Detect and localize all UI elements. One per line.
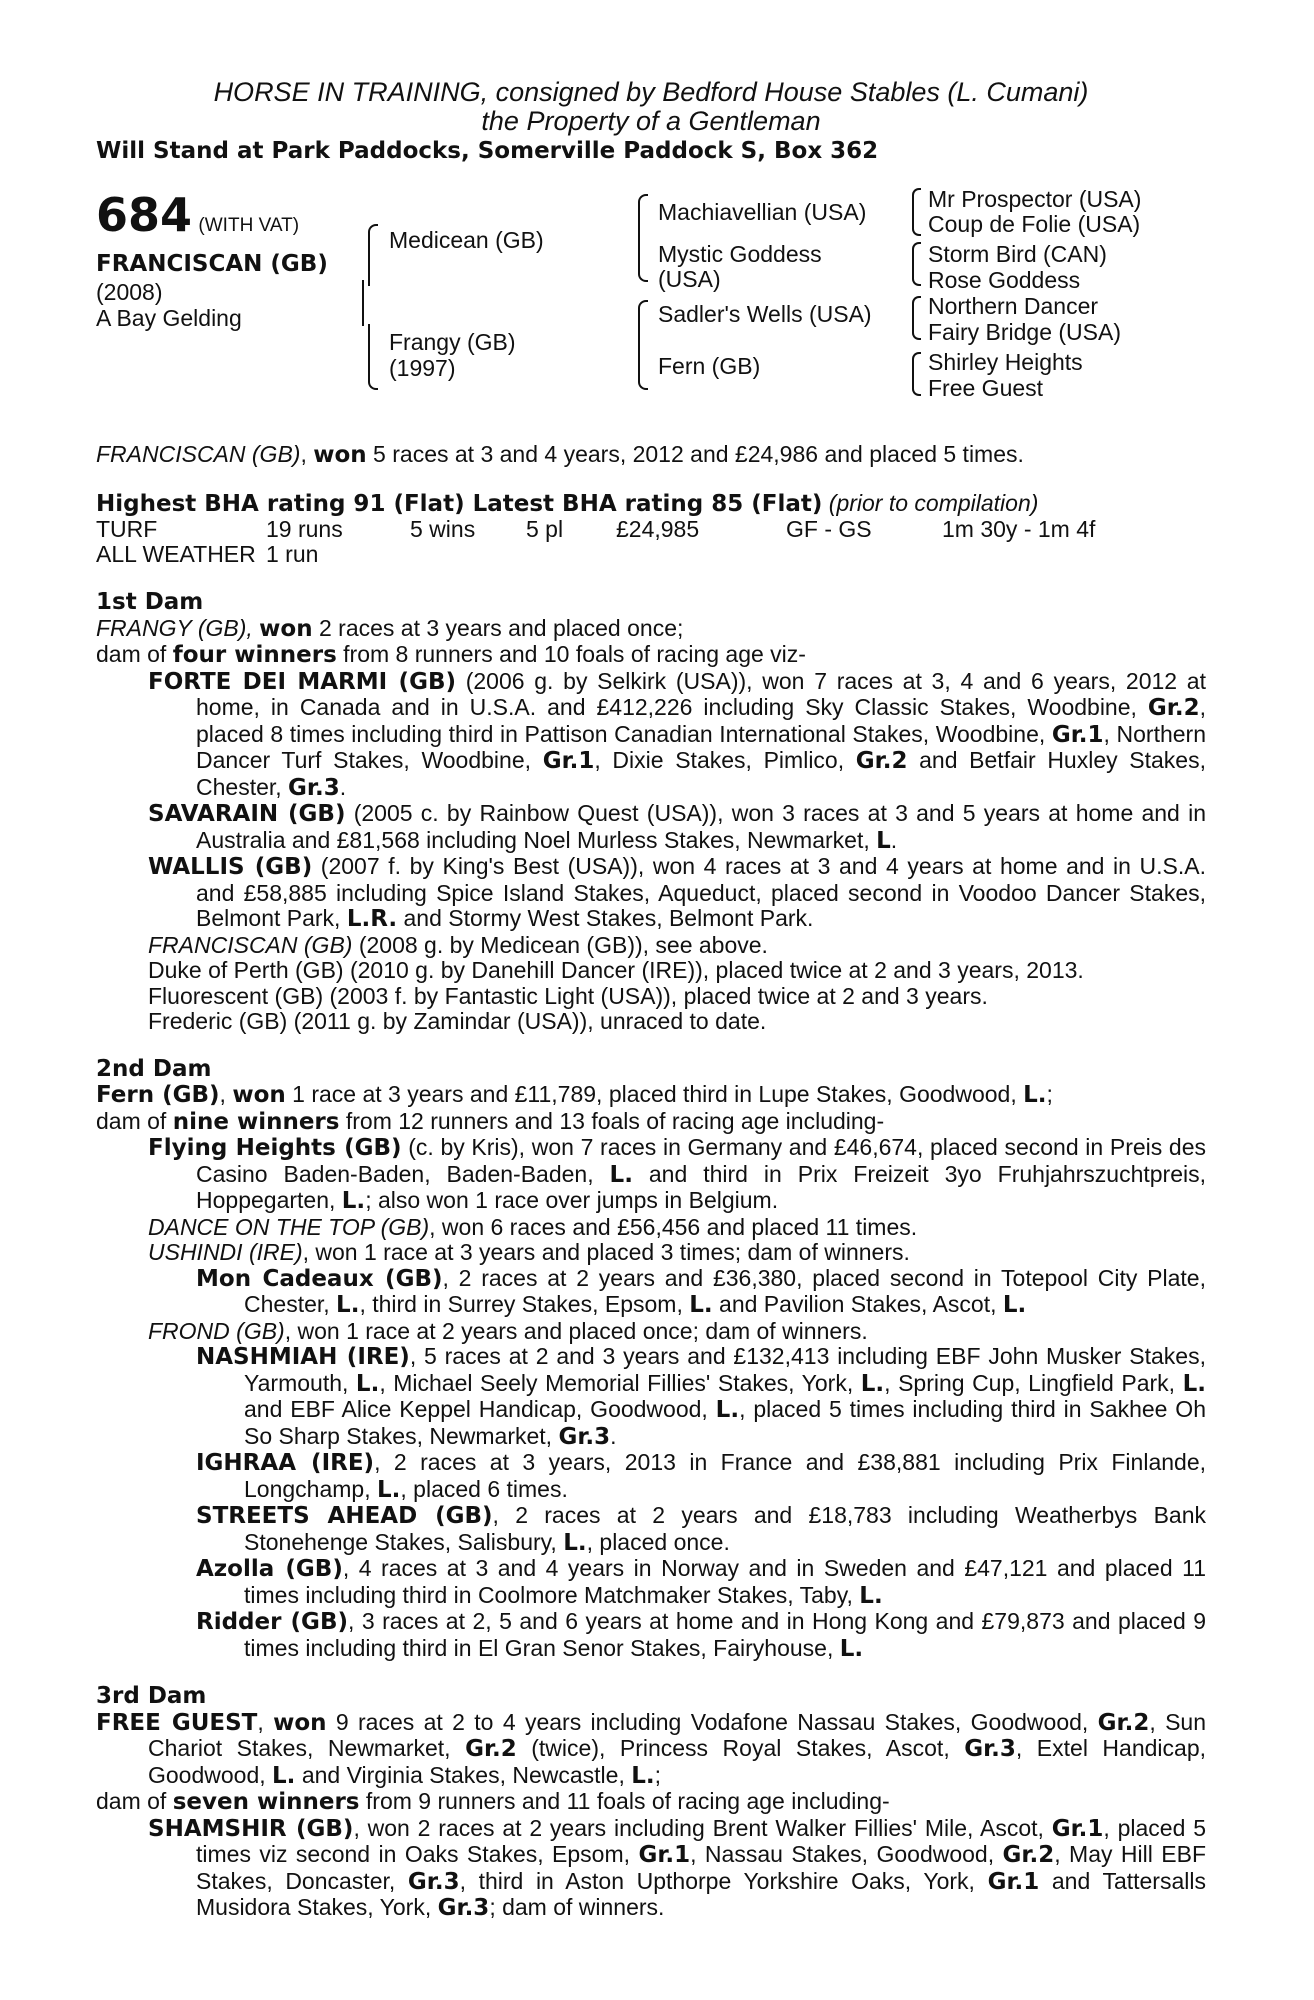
produce-ushindi: USHINDI (IRE), won 1 race at 3 years and placed 3 times; dam of winners. xyxy=(148,1239,910,1265)
first-dam-title: 1st Dam xyxy=(96,589,204,615)
second-dam-title: 2nd Dam xyxy=(96,1055,212,1082)
gen3-dss: Northern Dancer xyxy=(928,293,1099,319)
produce-ridder: Ridder (GB), 3 races at 2, 5 and 6 years at home and in Hong Kong and £79,873 and placed 9 times including third in El Gran Senor Stakes, Fairyhouse, L. xyxy=(196,1608,1206,1662)
produce-ighraa: IGHRAA (IRE), 2 races at 3 years, 2013 in France and £38,881 including Prix Finlande, Longchamp, L., placed 6 times. xyxy=(196,1449,1206,1503)
horse-name: FRANCISCAN (GB) xyxy=(96,251,328,277)
gen3-sds: Storm Bird (CAN) xyxy=(928,241,1107,267)
horse-description: A Bay Gelding xyxy=(96,305,242,331)
location-line: Will Stand at Park Paddocks, Somerville Paddock S, Box 362 xyxy=(96,138,879,164)
brace-dam xyxy=(368,324,378,390)
first-dam-line: FRANGY (GB), won 2 races at 3 years and placed once; xyxy=(96,614,684,642)
third-dam-title: 3rd Dam xyxy=(96,1683,207,1709)
second-dam-produce: dam of nine winners from 12 runners and 13 foals of racing age including- xyxy=(96,1107,885,1135)
produce-mon-cadeaux: Mon Cadeaux (GB), 2 races at 2 years and £36,380, placed second in Totepool City Plate, Chester, L., third in Surrey Stakes, Epsom, L. and Pavilion Stakes, Ascot, L. xyxy=(196,1264,1206,1318)
dam-name: Frangy (GB) xyxy=(389,329,516,355)
horse-year: (2008) xyxy=(96,279,163,305)
produce-duke-of-perth: Duke of Perth (GB) (2010 g. by Danehill Dancer (IRE)), placed twice at 2 and 3 years, 2013. xyxy=(148,957,1084,983)
property-line: the Property of a Gentleman xyxy=(481,106,821,136)
produce-wallis: WALLIS (GB) (2007 f. by King's Best (USA)), won 4 races at 3 and 4 years at home and in U.S.A. and £58,885 including Spice Island Stakes, Aqueduct, placed second in Voodoo Dancer Stakes, Belmont Park, L.R. and Stormy West Stakes, Belmont Park. xyxy=(148,853,1206,932)
vat-note: (WITH VAT) xyxy=(198,215,300,236)
gen3-ddd: Free Guest xyxy=(928,375,1044,401)
gen3-dsd: Fairy Bridge (USA) xyxy=(928,319,1121,345)
sire-name: Medicean (GB) xyxy=(389,227,544,253)
gen3-ssd: Coup de Folie (USA) xyxy=(928,211,1141,237)
brace-gen3-4 xyxy=(912,352,921,396)
gen3-dds: Shirley Heights xyxy=(928,349,1083,375)
rating-line: Highest BHA rating 91 (Flat) Latest BHA rating 85 (Flat) (prior to compilation) xyxy=(96,489,1039,517)
third-dam-line: FREE GUEST, won 9 races at 2 to 4 years including Vodafone Nassau Stakes, Goodwood, Gr.2, Sun Chariot Stakes, Newmarket, Gr.2 (twice), Princess Royal Stakes, Ascot, Gr.3, Extel Handicap, Goodwood, L. and Virginia Stakes, Newcastle, L.; xyxy=(96,1708,1207,1789)
produce-savarain: SAVARAIN (GB) (2005 c. by Rainbow Quest (USA)), won 3 races at 3 and 5 years at home and in Australia and £81,568 including Noel Murless Stakes, Newmarket, L. xyxy=(148,800,1206,854)
produce-nashmiah: NASHMIAH (IRE), 5 races at 2 and 3 years and £132,413 including EBF John Musker Stakes, Yarmouth, L., Michael Seely Memorial Fillies' Stakes, York, L., Spring Cup, Lingfield Park, L. and EBF Alice Keppel Handicap, Goodwood, L., placed 5 times including third in Sakhee Oh So Sharp Stakes, Newmarket, Gr.3. xyxy=(196,1343,1206,1450)
dam-year: (1997) xyxy=(389,355,456,381)
brace-gen3-1 xyxy=(912,188,921,236)
produce-flying-heights: Flying Heights (GB) (c. by Kris), won 7 races in Germany and £46,674, placed second in Preis des Casino Baden-Baden, Baden-Baden, L. and third in Prix Freizeit 3yo Fruhjahrszuchtpreis, Hoppegarten, L.; also won 1 race over jumps in Belgium. xyxy=(148,1134,1207,1214)
gen3-sss: Mr Prospector (USA) xyxy=(928,186,1142,212)
sire-sire: Machiavellian (USA) xyxy=(658,199,867,225)
sire-dam-line2: (USA) xyxy=(658,266,721,292)
third-dam-produce: dam of seven winners from 9 runners and 11 foals of racing age including- xyxy=(96,1788,890,1815)
sire-dam-line1: Mystic Goddess xyxy=(658,241,822,267)
brace-dam-line xyxy=(638,300,648,390)
produce-dance-on-the-top: DANCE ON THE TOP (GB), won 6 races and £56,456 and placed 11 times. xyxy=(148,1213,918,1240)
brace-sire-line xyxy=(638,194,648,282)
career-stats: TURF 19 runs 5 wins 5 pl £24,985 GF - GS 1m 30y - 1m 4f ALL WEATHER 1 run xyxy=(96,516,1096,567)
brace-gen3-2 xyxy=(912,242,921,286)
produce-frond: FROND (GB), won 1 race at 2 years and placed once; dam of winners. xyxy=(148,1317,868,1344)
second-dam-line: Fern (GB), won 1 race at 3 years and £11,789, placed third in Lupe Stakes, Goodwood, L.; xyxy=(96,1081,1053,1108)
lot-number: 684 xyxy=(96,188,193,242)
consignor-line: HORSE IN TRAINING, consigned by Bedford House Stables (L. Cumani) xyxy=(213,77,1089,107)
brace-centre xyxy=(354,280,364,326)
dam-sire: Sadler's Wells (USA) xyxy=(658,301,872,327)
produce-franciscan: FRANCISCAN (GB) (2008 g. by Medicean (GB)), see above. xyxy=(148,931,768,958)
produce-fluorescent: Fluorescent (GB) (2003 f. by Fantastic Light (USA)), placed twice at 2 and 3 years. xyxy=(148,982,988,1009)
brace-sire xyxy=(368,224,378,286)
dam-dam: Fern (GB) xyxy=(658,353,761,379)
produce-frederic: Frederic (GB) (2011 g. by Zamindar (USA)), unraced to date. xyxy=(148,1008,767,1034)
race-record: FRANCISCAN (GB), won 5 races at 3 and 4 years, 2012 and £24,986 and placed 5 times. xyxy=(96,441,1024,468)
produce-forte-dei-marmi: FORTE DEI MARMI (GB) (2006 g. by Selkirk (USA)), won 7 races at 3, 4 and 6 years, 2012 at home, in Canada and in U.S.A. and £412,226 including Sky Classic Stakes, Woodbine, Gr.2, placed 8 times including third in Pattison Canadian International Stakes, Woodbine, Gr.1, Northern Dancer Turf Stakes, Woodbine, Gr.1, Dixie Stakes, Pimlico, Gr.2 and Betfair Huxley Stakes, Chester, Gr.3. xyxy=(148,667,1206,801)
first-dam-produce: dam of four winners from 8 runners and 10 foals of racing age viz- xyxy=(96,641,806,668)
produce-shamshir: SHAMSHIR (GB), won 2 races at 2 years including Brent Walker Fillies' Mile, Ascot, Gr.1, placed 5 times viz second in Oaks Stakes, Epsom, Gr.1, Nassau Stakes, Goodwood, Gr.2, May Hill EBF Stakes, Doncaster, Gr.3, third in Aston Upthorpe Yorkshire Oaks, York, Gr.1 and Tattersalls Musidora Stakes, York, Gr.3; dam of winners. xyxy=(148,1814,1206,1921)
brace-gen3-3 xyxy=(912,296,921,340)
gen3-sdd: Rose Goddess xyxy=(928,267,1081,293)
catalogue-page xyxy=(96,78,1206,1922)
pedigree-table xyxy=(96,184,1206,434)
produce-streets-ahead: STREETS AHEAD (GB), 2 races at 2 years and £18,783 including Weatherbys Bank Stonehenge Stakes, Salisbury, L., placed once. xyxy=(196,1502,1206,1556)
produce-azolla: Azolla (GB), 4 races at 3 and 4 years in Norway and in Sweden and £47,121 and placed 11 times including third in Coolmore Matchmaker Stakes, Taby, L. xyxy=(196,1555,1207,1609)
